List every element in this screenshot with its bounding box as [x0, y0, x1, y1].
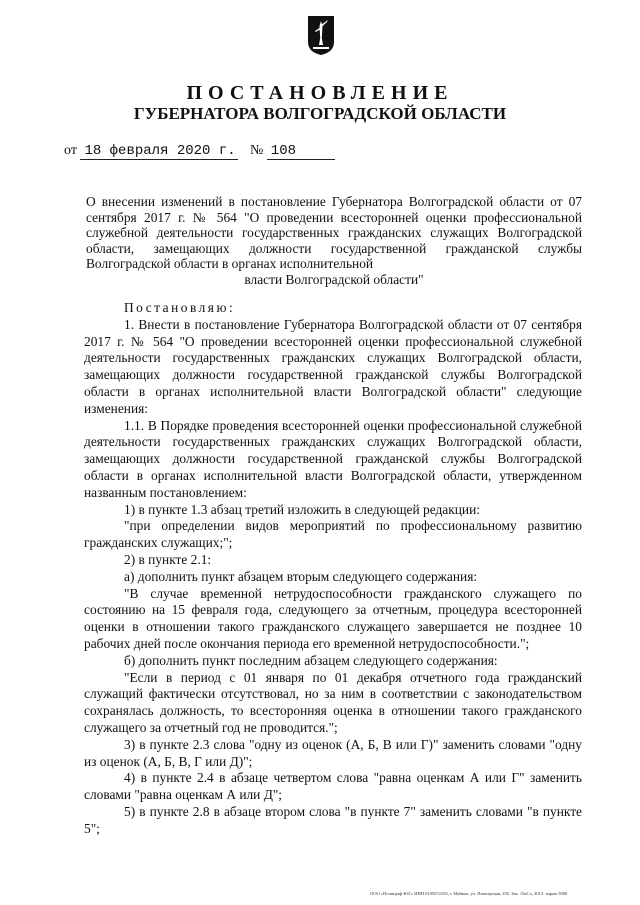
- paragraph: 5) в пункте 2.8 в абзаце втором слова "в пункте 7" заменить словами "в пункте 5";: [84, 803, 582, 836]
- paragraph: 3) в пункте 2.3 слова "одну из оценок (А, Б, В или Г)" заменить словами "одну из оценок (А, Б, В, Г или Д)";: [84, 736, 582, 769]
- paragraph: а) дополнить пункт абзацем вторым следующего содержания:: [124, 568, 478, 584]
- document-title: ПОСТАНОВЛЕНИЕ: [186, 82, 454, 104]
- paragraph: 1) в пункте 1.3 абзац третий изложить в следующей редакции:: [124, 501, 480, 517]
- paragraph: 2) в пункте 2.1:: [124, 551, 212, 567]
- document-body: [84, 300, 582, 838]
- document-date: 18 февраля 2020 г.: [80, 143, 238, 160]
- subject-text-end: власти Волгоградской области": [244, 271, 424, 287]
- paragraph: "Если в период с 01 января по 01 декабря отчетного года гражданский служащий фактически отсутствовал, но за ним в соответствии с законодательством сохранялась должность, то всесторонняя оценка в отношении такого гражданского служащего за отчетный год не проводится.";: [84, 669, 582, 735]
- decree-word: Постановляю:: [124, 300, 236, 315]
- subject-text: О внесении изменений в постановление Губернатора Волгоградской области от 07 сентября 2017 г. № 564 "О проведении всесторонней оценки профессиональной служебной деятельности государственных гражданских служащих Волгоградской области, замещающих должности государственной гражданской службы Волгоградской области в органах исполнительной: [86, 194, 582, 271]
- paragraph: 4) в пункте 2.4 в абзаце четвертом слова "равна оценкам А или Г" заменить словами "равна оценкам А или Д";: [84, 770, 582, 803]
- document-number: 108: [267, 143, 335, 160]
- paragraph: 1.1. В Порядке проведения всесторонней оценки профессиональной служебной деятельности государственных гражданских служащих Волгоградской области, замещающих должности государственной гражданской службы Волгоградской области в органах исполнительной власти Волгоградской области, утвержденном названным постановлением:: [84, 417, 582, 500]
- paragraph: "В случае временной нетрудоспособности гражданского служащего по состоянию на 15 февраля года, следующего за отчетным, процедура всесторонней оценки в отношении такого гражданского служащего завершается не позднее 10 рабочих дней после окончания периода его временной нетрудоспособности.";: [84, 585, 582, 651]
- date-prefix-label: от: [64, 143, 77, 158]
- document-subject: [86, 194, 582, 287]
- document-issuer: ГУБЕРНАТОРА ВОЛГОГРАДСКОЙ ОБЛАСТИ: [133, 104, 507, 123]
- paragraph: 1. Внести в постановление Губернатора Волгоградской области от 07 сентября 2017 г. № 564 "О проведении всесторонней оценки профессиональной служебной деятельности государственных гражданских служащих Волгоградской области, замещающих должности государственной гражданской службы Волгоградской области в органах исполнительной власти Волгоградской области" следующие изменения:: [84, 316, 582, 416]
- coat-of-arms-emblem: [306, 14, 336, 56]
- printer-imprint: ООО «Полиграф-ЮГ» ИНН 0105072250, г. Майкоп, ул. Пионерская, 295. Зак. 15кСл, 2013. тираж 5000: [370, 891, 568, 896]
- paragraph: б) дополнить пункт последним абзацем следующего содержания:: [124, 652, 498, 668]
- number-sign-label: №: [249, 143, 264, 158]
- paragraph: "при определении видов мероприятий по профессиональному развитию гражданских служащих;";: [84, 518, 582, 551]
- date-number-line: [64, 143, 335, 160]
